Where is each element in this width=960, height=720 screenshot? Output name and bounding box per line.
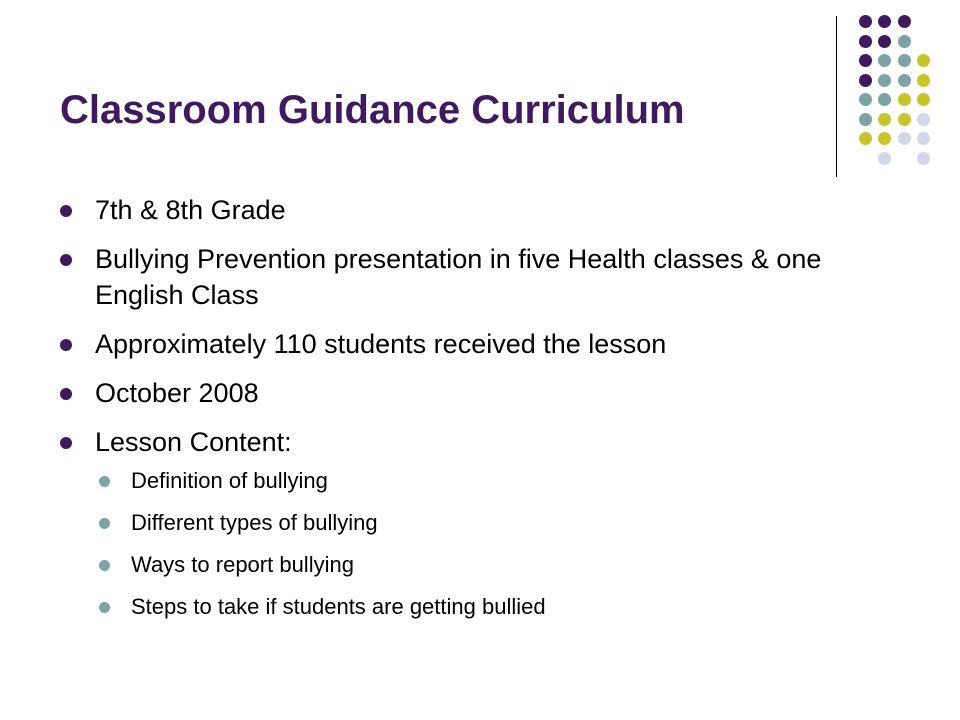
decorative-dot-icon [898, 54, 911, 67]
sub-bullet-list [95, 466, 858, 622]
decorative-dot-icon [898, 74, 911, 87]
sub-bullet-dot-icon [99, 518, 110, 529]
bullet-text: 7th & 8th Grade [95, 195, 286, 225]
bullet-item [58, 326, 858, 362]
decorative-dot-icon [917, 74, 930, 87]
bullet-list [58, 192, 858, 635]
sub-bullet-dot-icon [99, 476, 110, 487]
decorative-dot-icon [898, 132, 911, 145]
decorative-dot-icon [917, 93, 930, 106]
decorative-dot-icon [878, 15, 891, 28]
decorative-dot-icon [917, 132, 930, 145]
sub-bullet-item [95, 592, 858, 622]
bullet-text: Bullying Prevention presentation in five Health classes & one English Class [95, 244, 822, 310]
decorative-dot-icon [859, 54, 872, 67]
bullet-item [58, 192, 858, 228]
decorative-dot-icon [859, 132, 872, 145]
decorative-dot-icon [898, 15, 911, 28]
decorative-dot-icon [917, 152, 930, 165]
slide-title: Classroom Guidance Curriculum [60, 88, 685, 132]
decorative-dot-icon [859, 15, 872, 28]
bullet-item [58, 424, 858, 622]
decorative-dot-icon [898, 93, 911, 106]
sub-bullet-text: Steps to take if students are getting bullied [131, 594, 546, 619]
decorative-dot-icon [859, 113, 872, 126]
title-divider-line [836, 16, 837, 177]
bullet-dot-icon [60, 254, 72, 266]
decorative-dot-icon [878, 113, 891, 126]
decorative-dot-icon [878, 74, 891, 87]
decorative-dot-icon [917, 113, 930, 126]
decorative-dot-icon [878, 152, 891, 165]
sub-bullet-item [95, 550, 858, 580]
bullet-item [58, 241, 858, 313]
bullet-text: Lesson Content: [95, 427, 292, 457]
bullet-dot-icon [60, 388, 72, 400]
decorative-dot-icon [878, 54, 891, 67]
decorative-dot-icon [859, 93, 872, 106]
sub-bullet-dot-icon [99, 602, 110, 613]
bullet-dot-icon [60, 339, 72, 351]
decorative-dot-icon [898, 113, 911, 126]
decorative-dot-icon [859, 35, 872, 48]
sub-bullet-text: Definition of bullying [131, 468, 328, 493]
bullet-dot-icon [60, 437, 72, 449]
bullet-text: October 2008 [95, 378, 259, 408]
decorative-dot-icon [878, 93, 891, 106]
sub-bullet-dot-icon [99, 560, 110, 571]
decorative-dot-icon [878, 132, 891, 145]
decorative-dot-icon [917, 54, 930, 67]
sub-bullet-text: Ways to report bullying [131, 552, 354, 577]
sub-bullet-item [95, 466, 858, 496]
bullet-item [58, 375, 858, 411]
sub-bullet-item [95, 508, 858, 538]
sub-bullet-text: Different types of bullying [131, 510, 378, 535]
decorative-dot-icon [859, 74, 872, 87]
decorative-dot-icon [898, 35, 911, 48]
decorative-dot-icon [878, 35, 891, 48]
bullet-text: Approximately 110 students received the lesson [95, 329, 667, 359]
bullet-dot-icon [60, 205, 72, 217]
